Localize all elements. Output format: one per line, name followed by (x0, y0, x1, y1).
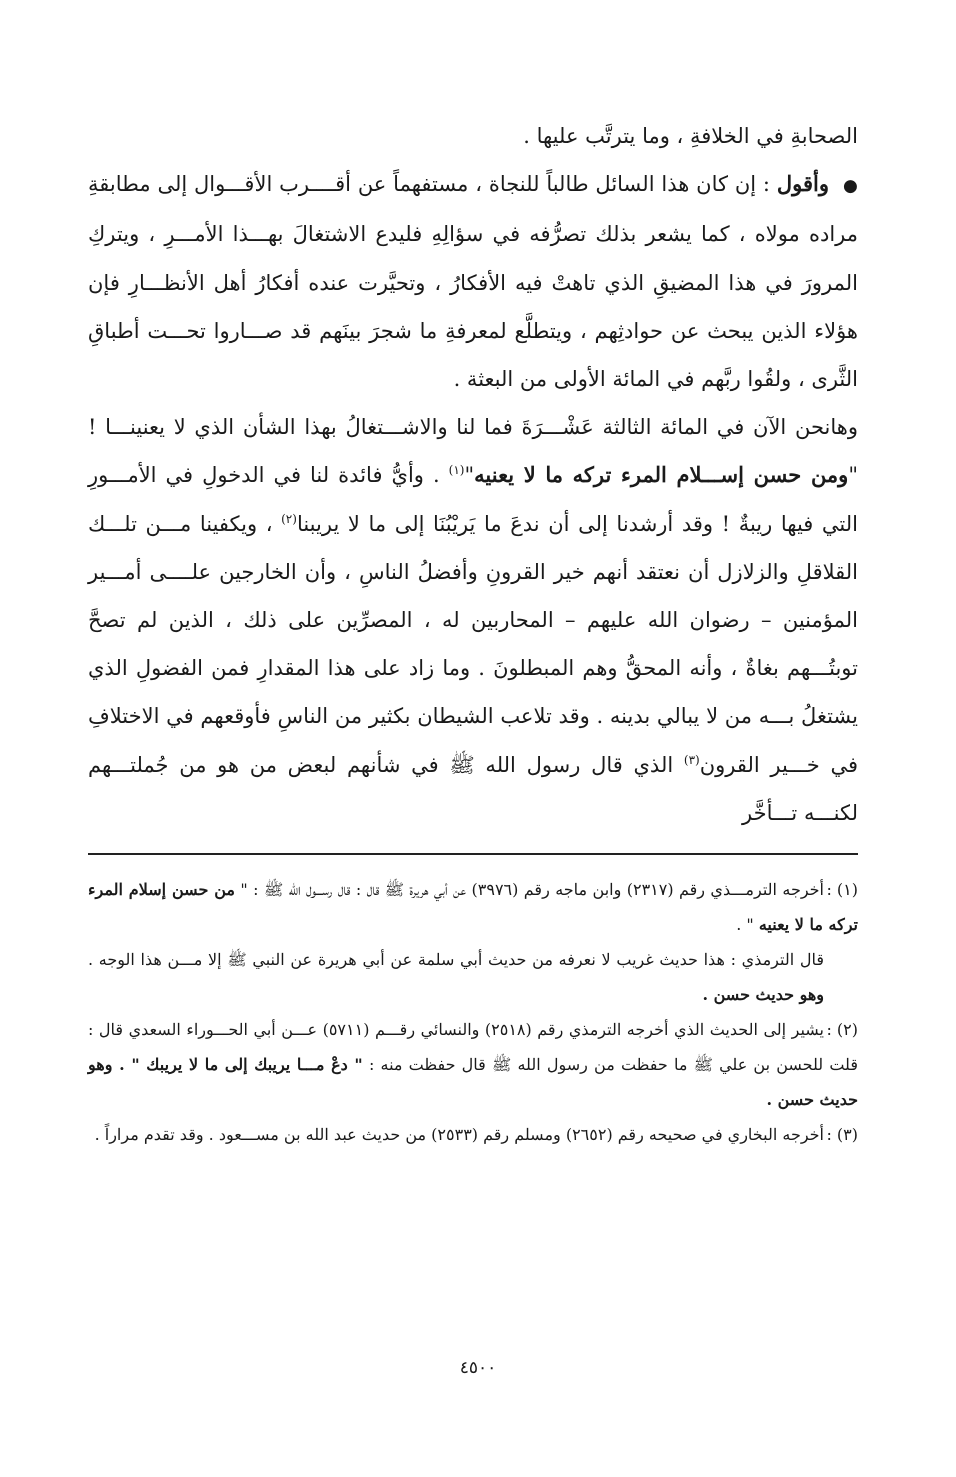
paragraph-2-part-1: وهانحن الآن في المائة الثالثة عَشْـــرَةَ فما لنا والاشـــتغالُ بهذا الشأن الذي لا يعنينـــا ! " (88, 415, 858, 488)
paragraph-1-text: : إن كان هذا السائل طالباً للنجاة ، مستفهماً عن أقــــرب الأقـــوال إلى مطابقةِ مراده مولاه ، كما يشعر بذلك تصرُّفه في سؤالِهِ فليدع الاشتغالَ بهـــذا الأمـــرِ ، ويتركِ المرورَ في هذا المضيقِ الذي تاهتْ فيه الأفكارُ ، وتحيَّرت عنده أفكارُ أهل الأنظـــارِ فإن هؤلاء الذين يبحث عن حوادثِهم ، ويتطلَّع لمعرفةِ ما شجرَ بينَهم قد صـــاروا تحـــت أطباقِ الثَّرى ، ولقُوا ربَّهم في المائة الأولى من البعثة . (88, 172, 858, 392)
footnote-2-quote: " دعْ مـــا يريبك إلى ما لا يريبك " . وهو حديث حسن . (88, 1055, 858, 1109)
footnote-ref-3: (٣) (683, 752, 700, 767)
footnote-3-text: أخرجه البخاري في صحيحه رقم (٢٦٥٢) ومسلم رقم (٢٥٣٣) من حديث عبد الله بن مســـعود . وقد تقدم مراراً . (94, 1125, 824, 1144)
intro-line: الصحابةِ في الخلافةِ ، وما يترتَّب عليها . (523, 124, 858, 148)
paragraph-2-part-5: الذي قال رسول الله ﷺ في شأنهم لبعض من هو من جُملتـــهم لكنـــه تـــأخَّر (88, 752, 858, 825)
paragraph-2-part-4: ، ويكفينا مـــن تلـــك القلاقلِ والزلازل أن نعتقد أنهم خير القرونِ وأفضلُ الناسِ ، وأن الخارجين علــــى أمـــير المؤمنين – رضوان الله عليهم – المحاربين له ، المصرِّين على ذلك ، الذين لم تصحَّ توبتُـــهم بغاةٌ ، وأنه المحقُّ وهم المبطلونَ . وما زاد على هذا المقدارِ فمن الفضولِ الذي يشتغلُ بـــه من لا يبالي بدينه . وقد تلاعب الشيطان بكثير من الناسِ فأوقعهم في الاختلافِ في خـــير القرون (88, 511, 858, 777)
footnote-2-number: (٢) : (826, 1020, 858, 1039)
footnote-divider (88, 853, 858, 855)
footnote-1 (88, 872, 858, 942)
footnote-1-quote: من حسن إسلام المرء تركه ما لا يعنيه (88, 880, 858, 934)
footnote-1-text: أخرجه الترمـــذي رقم (٢٣١٧) وابن ماجه رقم (٣٩٧٦) عن أبي هريرة ﷺ قال : قال رســـول الله ﷺ : " (240, 880, 825, 899)
paragraph-2-part-2: " (464, 463, 475, 488)
footnotes (88, 872, 858, 1152)
bullet-icon: ● (842, 176, 858, 197)
footnote-ref-2: (٢) (281, 511, 297, 526)
footnote-1-comment (88, 942, 858, 1012)
footnote-1-grading: وهو حديث حسن . (702, 985, 824, 1004)
footnote-1-end: " . (736, 915, 754, 934)
page-number: ٤٥٠٠ (459, 1358, 497, 1378)
footnote-3-number: (٣) : (826, 1125, 858, 1144)
paragraph-lead: وأقول (776, 171, 829, 197)
footnote-2-text: يشير إلى الحديث الذي أخرجه الترمذي رقم (٢٥١٨) والنسائي رقـــم (٥٧١١) عـــن أبي الحـــوراء السعدي قال : قلت للحسن بن علي ﷺ ما حفظت من رسول الله ﷺ قال حفظت منه : (88, 1020, 859, 1074)
footnote-1-comment-text: قال الترمذي : هذا حديث غريب لا نعرفه من حديث أبي سلمة عن أبي هريرة عن النبي ﷺ إلا مـــن هذا الوجه . (88, 950, 825, 969)
paragraph-1 (88, 160, 858, 403)
main-text (88, 112, 858, 837)
footnote-1-number: (١) : (826, 880, 859, 899)
paragraph-2 (88, 403, 858, 837)
hadith-quote: ومن حسن إســـلام المرء تركه ما لا يعنيه (474, 462, 849, 488)
paragraph-2-part-3: . وأيُّ فائدة لنا في الدخولِ في الأمـــورِ التي فيها ريبةٌ ! وقد أرشدنا إلى أن ندعَ ما يَريْبُنَا إلى ما لا يريبنا (88, 463, 859, 536)
footnote-2 (88, 1012, 858, 1117)
footnote-3 (88, 1117, 858, 1152)
footnote-ref-1: (١) (448, 463, 465, 478)
